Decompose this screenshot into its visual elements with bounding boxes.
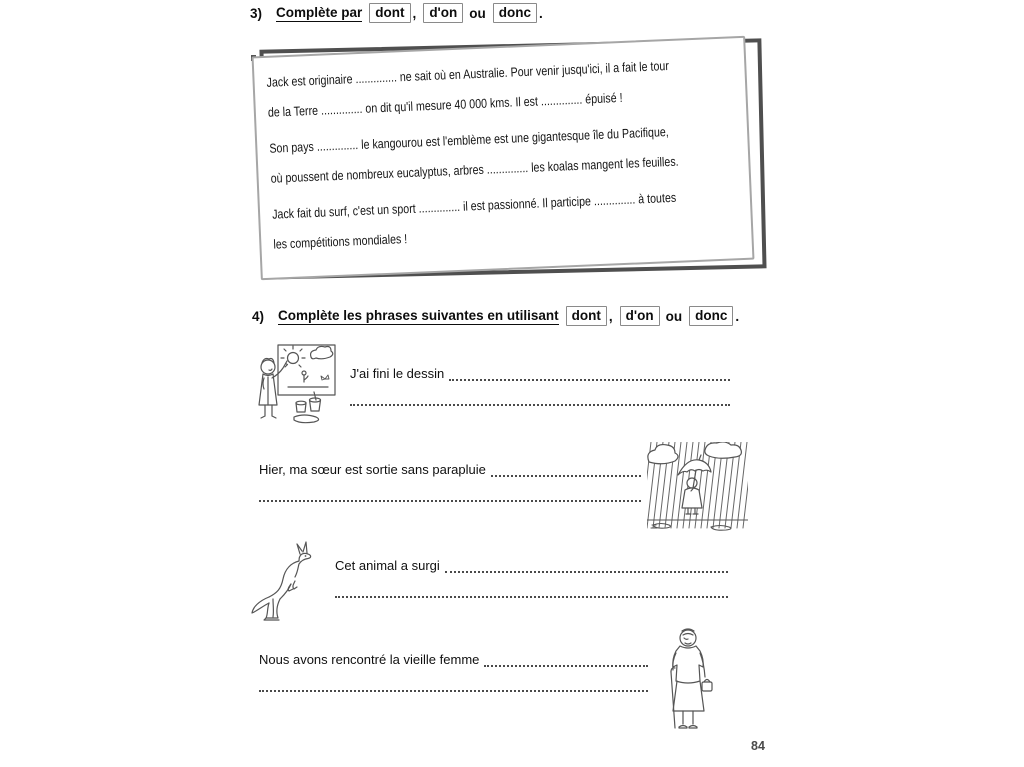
kangaroo-illustration (249, 539, 317, 623)
passage-line: Son pays .............. le kangourou est l'emblème est une gigantesque île du Pacifique, (269, 124, 670, 156)
answer-blank (491, 462, 641, 477)
or-word: ou (469, 5, 486, 21)
old-woman-illustration (658, 627, 720, 733)
answer-blank-line (335, 584, 728, 598)
sentence-text: J'ai fini le dessin (350, 366, 445, 381)
rain-illustration (647, 442, 748, 535)
passage-line: de la Terre .............. on dit qu'il mesure 40 000 kms. Il est .............. épuisé ! (267, 89, 623, 120)
answer-blank (445, 558, 728, 573)
passage-box (252, 36, 755, 280)
page-number: 84 (751, 739, 765, 753)
option-box-dont: dont (566, 306, 607, 326)
answer-blank-line (259, 678, 648, 692)
or-word: ou (665, 308, 683, 324)
answer-blank-line (350, 392, 730, 406)
passage-line: les compétitions mondiales ! (273, 231, 408, 252)
answer-blank (484, 652, 648, 667)
passage-line: Jack est originaire .............. ne sait où en Australie. Pour venir jusqu'ici, il a fait le tour (266, 57, 670, 90)
sentence-row-1 (350, 366, 730, 406)
comma: , (412, 5, 417, 21)
option-box-donc: donc (493, 3, 537, 23)
exercise3-number: 3) (250, 5, 263, 21)
sentence-line (350, 366, 730, 384)
child-painting-icon (256, 342, 338, 434)
sentence-line (259, 462, 641, 480)
passage-line: Jack fait du surf, c'est un sport .............. il est passionné. Il participe .............. à toutes (271, 189, 677, 222)
period: . (539, 5, 543, 21)
answer-blank (449, 366, 730, 381)
sentence-row-2 (259, 462, 641, 502)
exercise4-number: 4) (252, 308, 265, 324)
comma: , (608, 308, 613, 324)
option-box-dont: dont (369, 3, 410, 23)
rain-icon (647, 442, 748, 535)
child-painting-illustration (256, 342, 338, 434)
exercise3-instruction: Complète par (276, 4, 363, 20)
option-box-donc: donc (689, 306, 733, 326)
old-woman-icon (658, 627, 720, 733)
period: . (735, 308, 740, 324)
sentence-text: Cet animal a surgi (335, 558, 440, 573)
sentence-row-3 (335, 558, 728, 598)
kangaroo-icon (249, 539, 317, 623)
sentence-text: Nous avons rencontré la vieille femme (259, 652, 480, 667)
exercise4-header (252, 306, 739, 326)
option-box-don: d'on (423, 3, 463, 23)
sentence-line (259, 652, 648, 670)
passage-text (266, 49, 733, 260)
answer-blank-line (259, 488, 641, 502)
exercise3-header (250, 3, 543, 23)
passage-line: où poussent de nombreux eucalyptus, arbres .............. les koalas mangent les feuilles. (270, 153, 679, 186)
sentence-text: Hier, ma sœur est sortie sans parapluie (259, 462, 486, 477)
sentence-row-4 (259, 652, 648, 692)
option-box-don: d'on (620, 306, 660, 326)
sentence-line (335, 558, 728, 576)
exercise4-instruction: Complète les phrases suivantes en utilisant (278, 307, 559, 323)
